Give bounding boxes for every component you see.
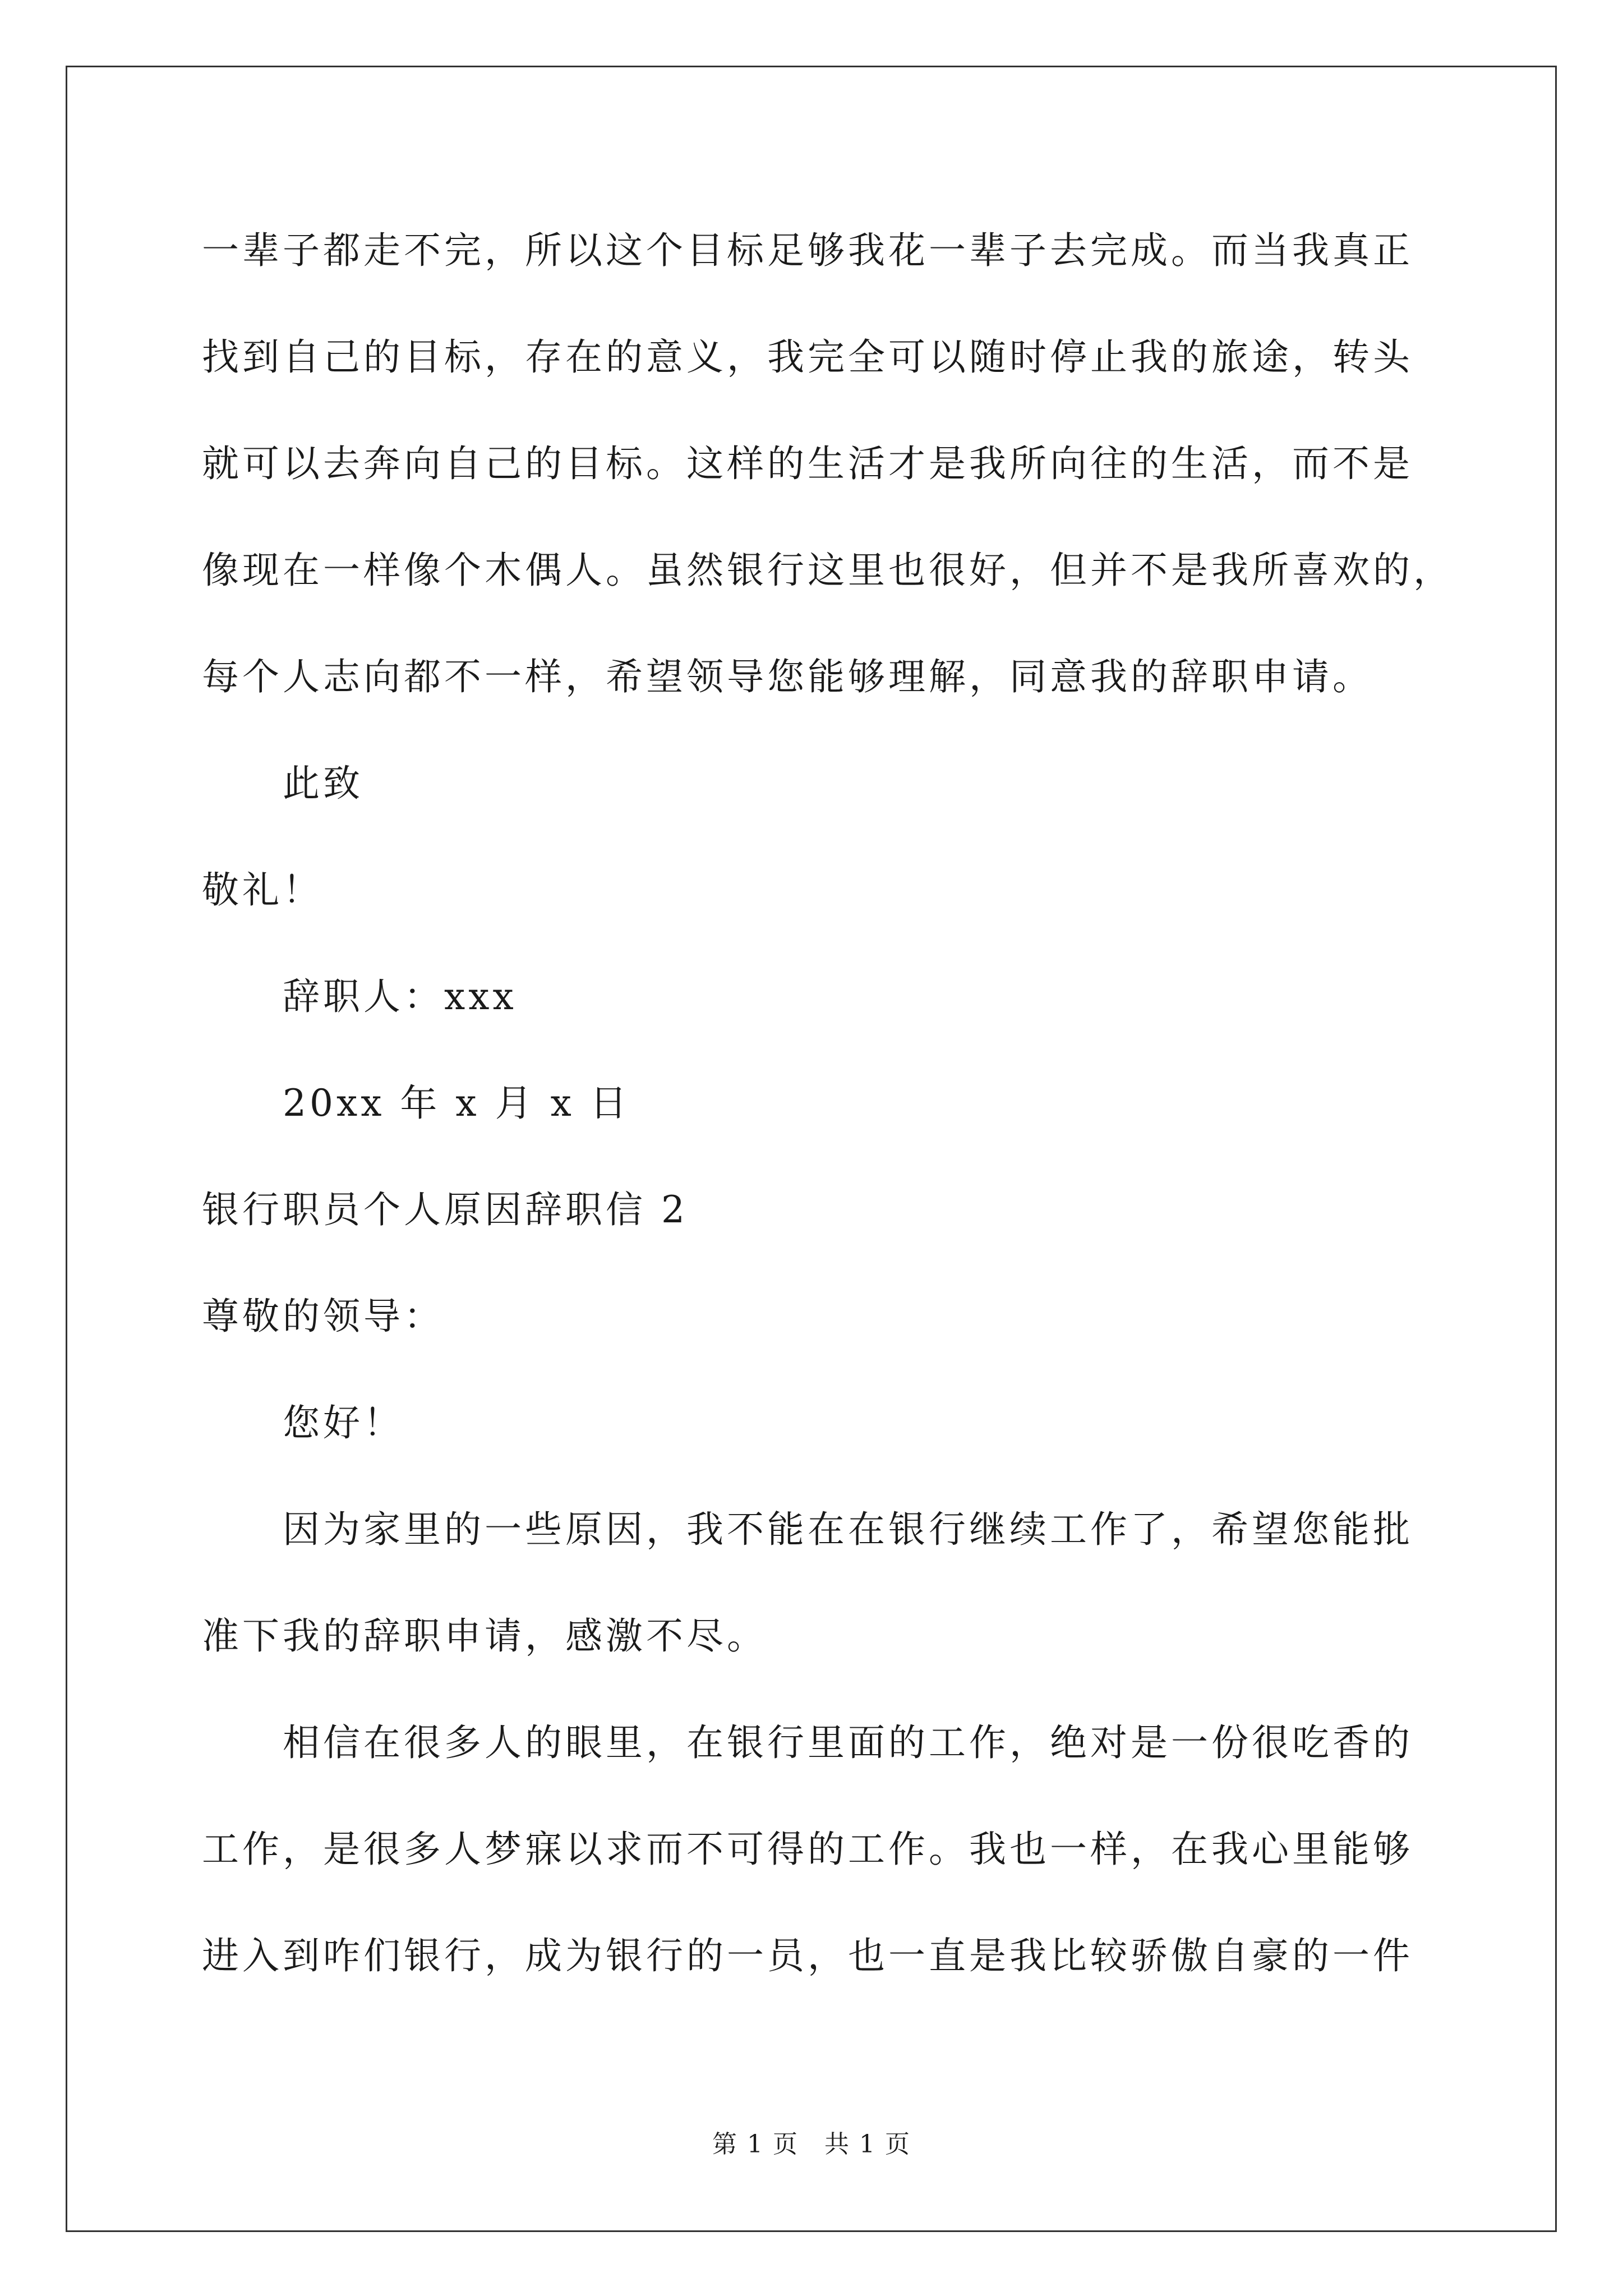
page-border — [66, 66, 1557, 2232]
closing-phrase: 此致 — [283, 762, 363, 805]
paragraph-line: 进入到咋们银行，成为银行的一员，也一直是我比较骄傲自豪的一件 — [202, 1934, 1413, 1977]
salutation-closing: 敬礼！ — [202, 868, 323, 912]
paragraph-line: 像现在一样像个木偶人。虽然银行这里也很好，但并不是我所喜欢的， — [202, 549, 1454, 592]
paragraph-line: 一辈子都走不完，所以这个目标足够我花一辈子去完成。而当我真正 — [202, 229, 1413, 272]
paragraph-line: 准下我的辞职申请，感激不尽。 — [202, 1614, 767, 1658]
paragraph-line: 相信在很多人的眼里，在银行里面的工作，绝对是一份很吃香的 — [283, 1721, 1413, 1764]
page-footer: 第 1 页 共 1 页 — [712, 2130, 911, 2159]
section-heading: 银行职员个人原因辞职信 2 — [202, 1188, 688, 1231]
paragraph-line: 就可以去奔向自己的目标。这样的生活才是我所向往的生活，而不是 — [202, 442, 1413, 485]
paragraph-line: 因为家里的一些原因，我不能在在银行继续工作了，希望您能批 — [283, 1508, 1413, 1551]
signature-date: 20xx 年 x 月 x 日 — [283, 1082, 630, 1125]
paragraph-line: 每个人志向都不一样，希望领导您能够理解，同意我的辞职申请。 — [202, 655, 1373, 698]
paragraph-line: 找到自己的目标，存在的意义，我完全可以随时停止我的旅途，转头 — [202, 335, 1413, 379]
letter-salutation: 尊敬的领导： — [202, 1295, 444, 1338]
signature-name: 辞职人：xxx — [283, 975, 517, 1018]
paragraph-line: 工作，是很多人梦寐以求而不可得的工作。我也一样，在我心里能够 — [202, 1828, 1413, 1871]
greeting: 您好！ — [283, 1401, 404, 1444]
